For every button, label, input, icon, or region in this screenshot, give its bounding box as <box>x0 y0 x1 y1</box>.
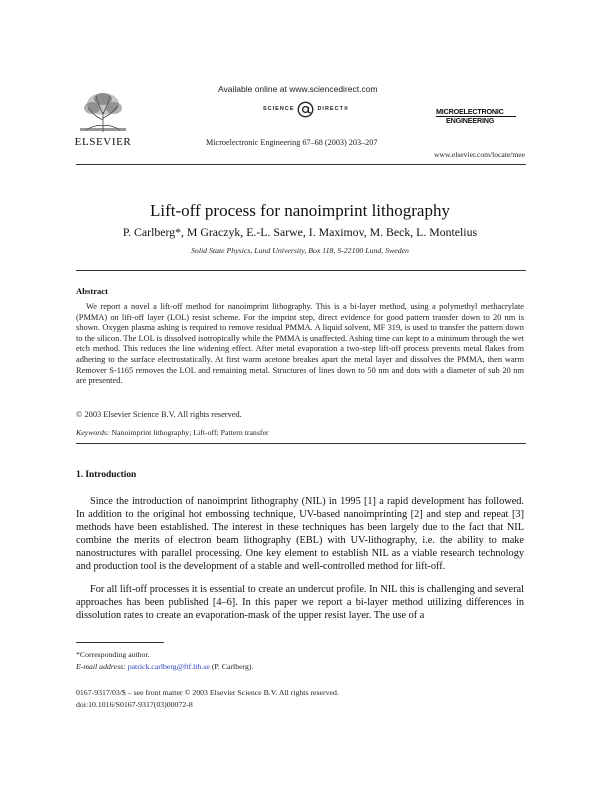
journal-url[interactable]: www.elsevier.com/locate/mee <box>434 150 526 159</box>
email-footnote <box>76 662 516 671</box>
available-online-text: Available online at www.sciencedirect.com <box>218 84 378 94</box>
intro-paragraph-1: Since the introduction of nanoimprint lithography (NIL) in 1995 [1] a rapid development has followed. In addition to the original hot embossing technique, UV-based nanoimprinting [2] and step and repeat [3] methods have been established. The interest in these techniques has been largely due to the fact that NIL combine the merits of electron beam lithography (EBL) with UV-lithography, i.e. the ability to make nanostructures with parallel processing. One key element to establish NIL as a viable research technology and production tool is the development of a stable and well-controlled method for lift-off. <box>76 496 524 573</box>
keywords-line <box>76 428 524 437</box>
doi-line[interactable]: doi:10.1016/S0167-9317(03)00072-8 <box>76 700 193 709</box>
elsevier-tree-logo <box>76 90 130 134</box>
header-rule <box>76 164 526 165</box>
article-title: Lift-off process for nanoimprint lithography <box>150 201 450 220</box>
email-label: E-mail address: <box>76 662 126 671</box>
at-sign-icon <box>297 101 314 118</box>
affiliation: Solid State Physics, Lund University, Box 118, S-22100 Lund, Sweden <box>191 246 409 255</box>
keywords-values: Nanoimprint lithography; Lift-off; Pattern transfer <box>111 428 269 437</box>
abstract-heading: Abstract <box>76 286 108 296</box>
email-suffix: (P. Carlberg). <box>211 662 254 671</box>
sciencedirect-right-word: DIRECT <box>317 106 344 112</box>
footnote-rule <box>76 642 164 643</box>
section-heading-introduction: 1. Introduction <box>76 470 137 480</box>
keywords-label: Keywords: <box>76 428 110 437</box>
abstract-bottom-rule <box>76 443 526 444</box>
abstract-body: We report a novel a lift-off method for nanoimprint lithography. This is a bi-layer method, using a polymethyl methacrylate (PMMA) on lift-off layer (LOL) resist scheme. For the imprint step, direct evidence for good pattern transfer down to 20 nm is shown. Oxygen plasma ashing is required to remove residual PMMA. A liquid solvent, MF 319, is used to transfer the pattern down to the silicon. The LOL is dissolved isotropically while the PMMA is unaffected. Ashing time can kept to a minimum through the wet etch method. This reduces the line widening effect. After metal evaporation a two-step lift-off process prevents metal flakes from adhering to the surface electrostatically. At first warm acetone breakes apart the metal layer and dissolves the PMMA, then warm Remover S-1165 removes the LOL and remaining metal. Structures of lines down to 50 nm and dots with a diameter of sub 20 nm are presented. <box>76 302 524 386</box>
abstract-top-rule <box>76 270 526 271</box>
email-link[interactable]: patrick.carlberg@ftf.lth.se <box>127 662 210 671</box>
sciencedirect-logo <box>246 100 366 118</box>
journal-logo-line1: MICROELECTRONIC <box>436 108 516 117</box>
journal-logo <box>436 108 516 125</box>
elsevier-wordmark: ELSEVIER <box>74 136 132 148</box>
journal-citation: Microelectronic Engineering 67–68 (2003) 203–207 <box>206 138 378 147</box>
corresponding-author-note: *Corresponding author. <box>76 650 150 659</box>
abstract-copyright: © 2003 Elsevier Science B.V. All rights reserved. <box>76 410 242 419</box>
intro-paragraph-2: For all lift-off processes it is essential to create an undercut profile. In NIL this is challenging and several approaches has been published [4–6]. In this paper we report a bi-layer method utilizing differences in dissolution rates to create an evaporation-mask of the upper resist layer. The use of a <box>76 584 524 622</box>
author-list: P. Carlberg*, M Graczyk, E.-L. Sarwe, I. Maximov, M. Beck, L. Montelius <box>122 225 478 239</box>
sciencedirect-left-word: SCIENCE <box>263 106 295 112</box>
journal-logo-line2: ENGINEERING <box>446 116 495 125</box>
registered-mark: ® <box>343 106 349 112</box>
issn-line: 0167-9317/03/$ – see front matter © 2003 Elsevier Science B.V. All rights reserved. <box>76 688 339 697</box>
